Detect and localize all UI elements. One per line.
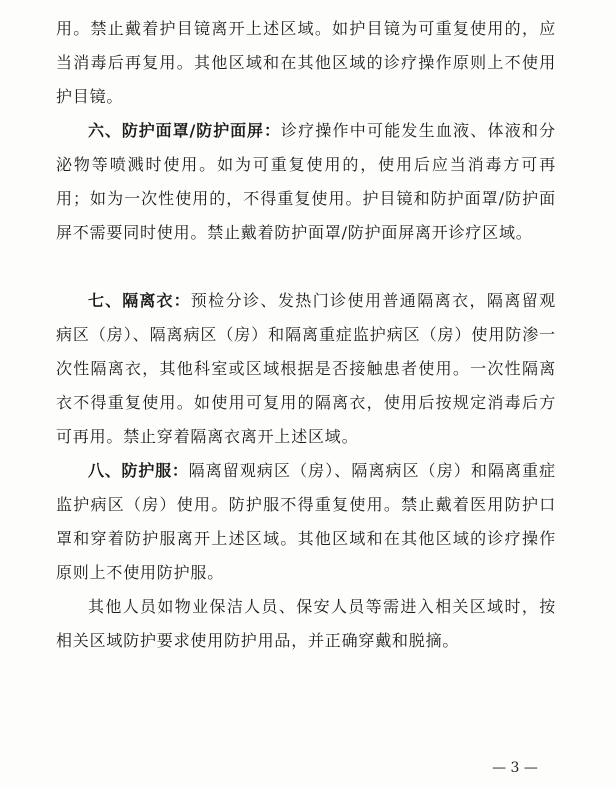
section-heading: 八、防护服： [88, 461, 189, 480]
section-protective-suit [56, 454, 556, 590]
section-isolation-gown [56, 284, 556, 454]
section-face-shield [56, 114, 556, 250]
paragraph-text: 其他人员如物业保洁人员、保安人员等需进入相关区域时，按相关区域防护要求使用防护用品，并正确穿戴和脱摘。 [56, 597, 556, 650]
paragraph-text: 用。禁止戴着护目镜离开上述区域。如护目镜为可重复使用的，应当消毒后再复用。其他区域和在其他区域的诊疗操作原则上不使用护目镜。 [56, 19, 556, 106]
section-text: 预检分诊、发热门诊使用普通隔离衣，隔离留观病区（房）、隔离病区（房）和隔离重症监护病区（房）使用防渗一次性隔离衣，其他科室或区域根据是否接触患者使用。一次性隔离衣不得重复使用。如使用可复用的隔离衣，使用后按规定消毒后方可再用。禁止穿着隔离衣离开上述区域。 [56, 291, 556, 446]
page-number: — 3 — [492, 760, 538, 776]
section-heading: 七、隔离衣： [88, 291, 191, 310]
paragraph-continuation [56, 12, 556, 114]
section-text: 诊疗操作中可能发生血液、体液和分泌物等喷溅时使用。如为可重复使用的，使用后应当消毒方可再用；如为一次性使用的，不得重复使用。护目镜和防护面罩/防护面屏不需要同时使用。禁止戴着防护面罩/防护面屏离开诊疗区域。 [56, 121, 556, 242]
section-heading: 六、防护面罩/防护面屏： [88, 121, 281, 140]
section-text: 隔离留观病区（房）、隔离病区（房）和隔离重症监护病区（房）使用。防护服不得重复使用。禁止戴着医用防护口罩和穿着防护服离开上述区域。其他区域和在其他区域的诊疗操作原则上不使用防护服。 [56, 461, 556, 582]
paragraph-other-personnel [56, 590, 556, 658]
